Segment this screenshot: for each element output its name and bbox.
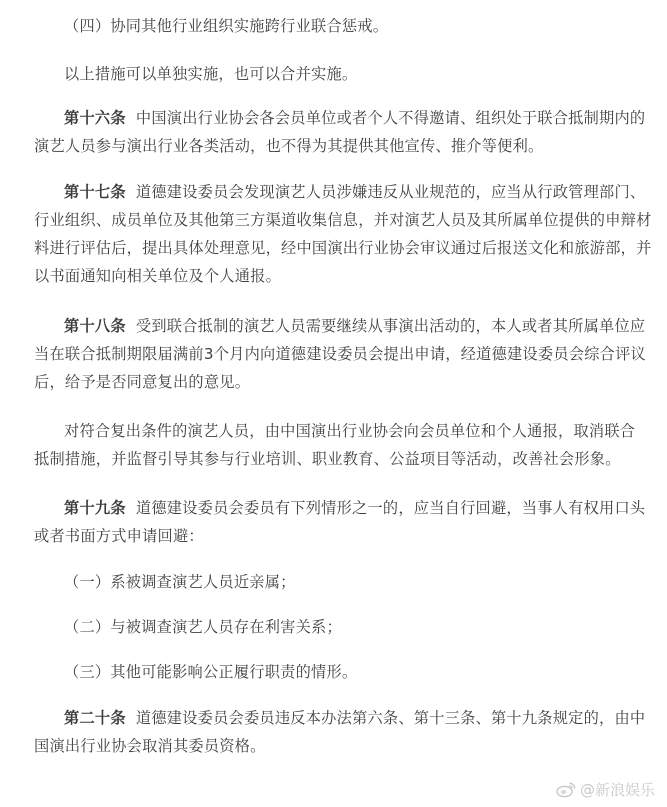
watermark-text: @新浪娱乐 [579,781,655,799]
watermark [556,779,655,800]
article-16 [34,104,646,160]
reinstatement-line-1: 对符合复出条件的演艺人员，由中国演出行业协会向会员单位和个人通报，取消联合 [64,422,636,440]
article-18-line-3: 后，给予是否同意复出的意见。 [34,373,251,391]
article-16-line-2: 演艺人员参与演出行业各类活动，也不得为其提供其他宣传、推介等便利。 [34,137,544,155]
article-17-line-2: 行业组织、成员单位及其他第三方渠道收集信息，并对演艺人员及其所属单位提供的申辩材 [34,211,652,229]
paragraph-measures-note [34,60,634,88]
article-20 [34,704,646,760]
recusal-item-1-text: （一）系被调查演艺人员近亲属； [64,573,296,591]
article-18-line-2: 当在联合抵制期限届满前3个月内向道德建设委员会提出申请，经道德建设委员会综合评议 [34,345,646,363]
article-18 [34,312,646,396]
measures-note-text: 以上措施可以单独实施，也可以合并实施。 [64,65,358,83]
reinstatement-line-2: 抵制措施，并监督引导其参与行业培训、职业教育、公益项目等活动，改善社会形象。 [34,450,621,468]
article-17-line-3: 料进行评估后，提出具体处理意见，经中国演出行业协会审议通过后报送文化和旅游部，并 [34,239,652,257]
measure-4-text: （四）协同其他行业组织实施跨行业联合惩戒。 [64,17,389,35]
recusal-item-1 [34,568,634,596]
article-20-heading: 第二十条 [64,709,126,727]
article-20-line-1: 道德建设委员会委员违反本办法第六条、第十三条、第十九条规定的，由中 [135,709,646,727]
article-18-line-1: 受到联合抵制的演艺人员需要继续从事演出活动的，本人或者其所属单位应 [135,317,646,335]
article-17-line-4: 以书面通知向相关单位及个人通报。 [34,267,281,285]
article-16-line-1: 中国演出行业协会各会员单位或者个人不得邀请、组织处于联合抵制期内的 [135,109,646,127]
recusal-item-3-text: （三）其他可能影响公正履行职责的情形。 [64,663,358,681]
weibo-logo-icon [556,781,576,798]
article-20-line-2: 国演出行业协会取消其委员资格。 [34,737,266,755]
article-16-heading: 第十六条 [64,109,126,127]
article-18-heading: 第十八条 [64,317,126,335]
paragraph-reinstatement [34,417,634,473]
article-17 [34,178,652,290]
article-19-heading: 第十九条 [64,499,126,517]
article-17-heading: 第十七条 [64,183,126,201]
article-19-line-1: 道德建设委员会委员有下列情形之一的，应当自行回避，当事人有权用口头 [135,499,646,517]
recusal-item-2 [34,613,634,641]
article-19-line-2: 或者书面方式申请回避： [34,527,204,545]
article-17-line-1: 道德建设委员会发现演艺人员涉嫌违反从业规范的，应当从行政管理部门、 [135,183,646,201]
paragraph-measure-4 [34,12,634,40]
recusal-item-3 [34,658,634,686]
article-19 [34,494,646,550]
recusal-item-2-text: （二）与被调查演艺人员存在利害关系； [64,618,342,636]
